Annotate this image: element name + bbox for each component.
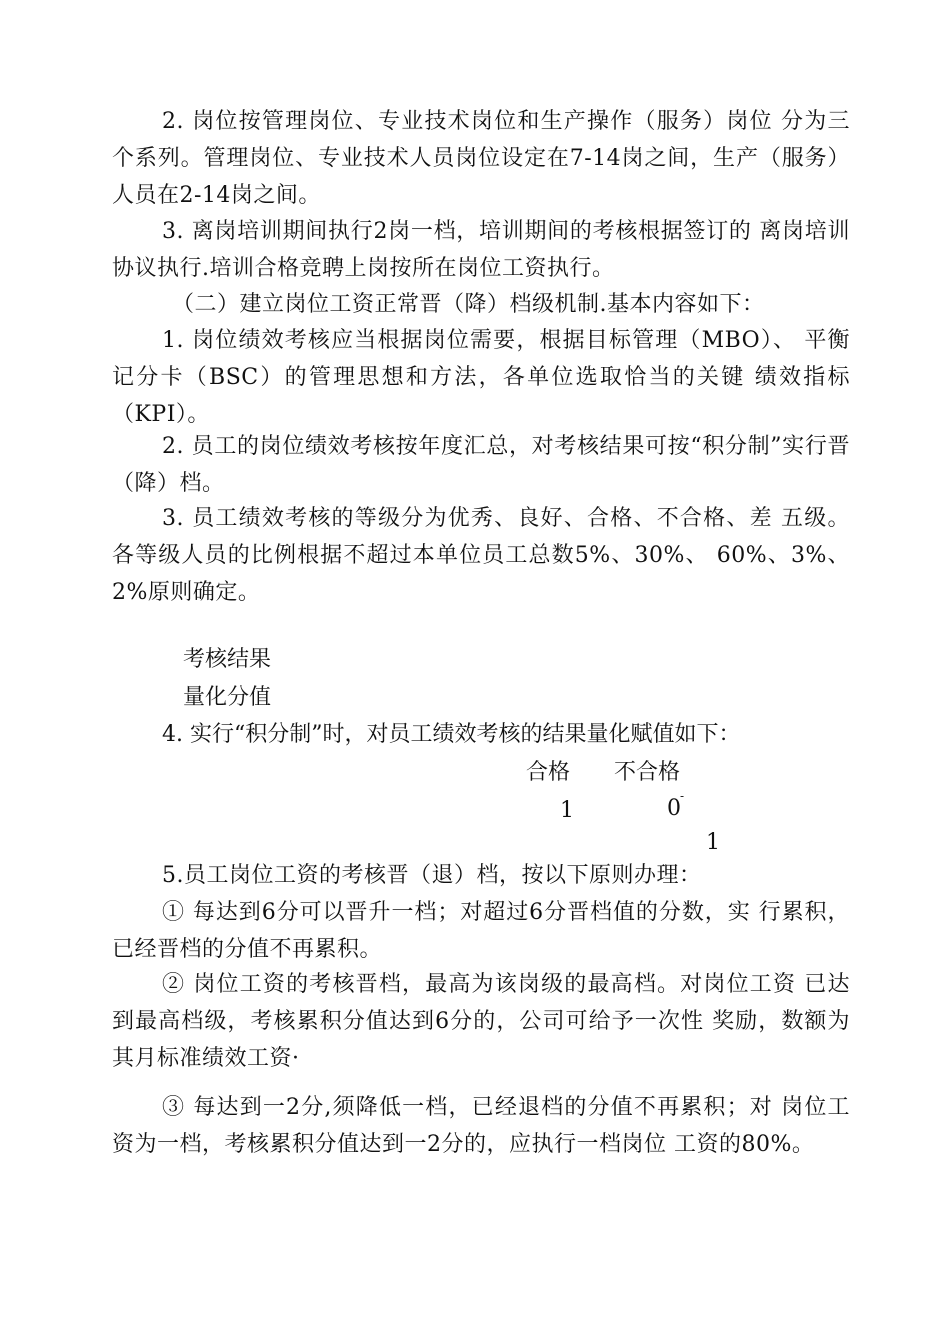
table-row-label-result: 考核结果	[183, 647, 272, 672]
table-header-fail: 不合格	[614, 760, 681, 785]
table-value-pass: 1	[560, 798, 574, 823]
table-value-fail-zero: 0	[667, 796, 681, 821]
table-header-pass: 合格	[526, 760, 571, 785]
rule-1-promotion: ① 每达到6分可以晋升一档；对超过6分晋档值的分数，实 行累积，已经晋档的分值不再累积。	[112, 900, 850, 962]
paragraph-item-4-scoring: 4. 实行“积分制”时，对员工绩效考核的结果量化赋值如下：	[162, 722, 741, 747]
paragraph-item-2-points: 2. 员工的岗位绩效考核按年度汇总，对考核结果可按“积分制”实行晋（降）档。	[112, 434, 850, 496]
rule-2-max-level: ② 岗位工资的考核晋档，最高为该岗级的最高档。对岗位工资 已达到最高档级，考核累积分值达到6分的，公司可给予一次性 奖励，数额为其月标准绩效工资·	[112, 972, 850, 1071]
paragraph-item-1-kpi: 1. 岗位绩效考核应当根据岗位需要，根据目标管理（MBO）、 平衡记分卡（BSC）的管理思想和方法，各单位选取恰当的关键 绩效指标（KPI）。	[112, 328, 850, 427]
paragraph-item-3-training: 3. 离岗培训期间执行2岗一档，培训期间的考核根据签订的 离岗培训协议执行.培训合格竞聘上岗按所在岗位工资执行。	[112, 219, 850, 281]
paragraph-item-5-rules: 5.员工岗位工资的考核晋（退）档，按以下原则办理：	[162, 863, 702, 888]
paragraph-item-3-grades: 3. 员工绩效考核的等级分为优秀、良好、合格、不合格、差 五级。各等级人员的比例根据不超过本单位员工总数5%、30%、 60%、3%、2%原则确定。	[112, 506, 850, 605]
section-heading-2: （二）建立岗位工资正常晋（降）档级机制.基本内容如下：	[172, 292, 765, 317]
table-value-fail-sign: -	[680, 789, 685, 803]
paragraph-item-2-positions: 2. 岗位按管理岗位、专业技术岗位和生产操作（服务）岗位 分为三个系列。管理岗位、专业技术人员岗位设定在7-14岗之间，生产（服务）人员在2-14岗之间。	[112, 109, 850, 208]
table-value-fail-one: 1	[706, 830, 720, 855]
table-row-label-score: 量化分值	[183, 685, 272, 710]
rule-3-demotion: ③ 每达到一2分,须降低一档，已经退档的分值不再累积；对 岗位工资为一档，考核累积分值达到一2分的，应执行一档岗位 工资的80%。	[112, 1095, 850, 1157]
